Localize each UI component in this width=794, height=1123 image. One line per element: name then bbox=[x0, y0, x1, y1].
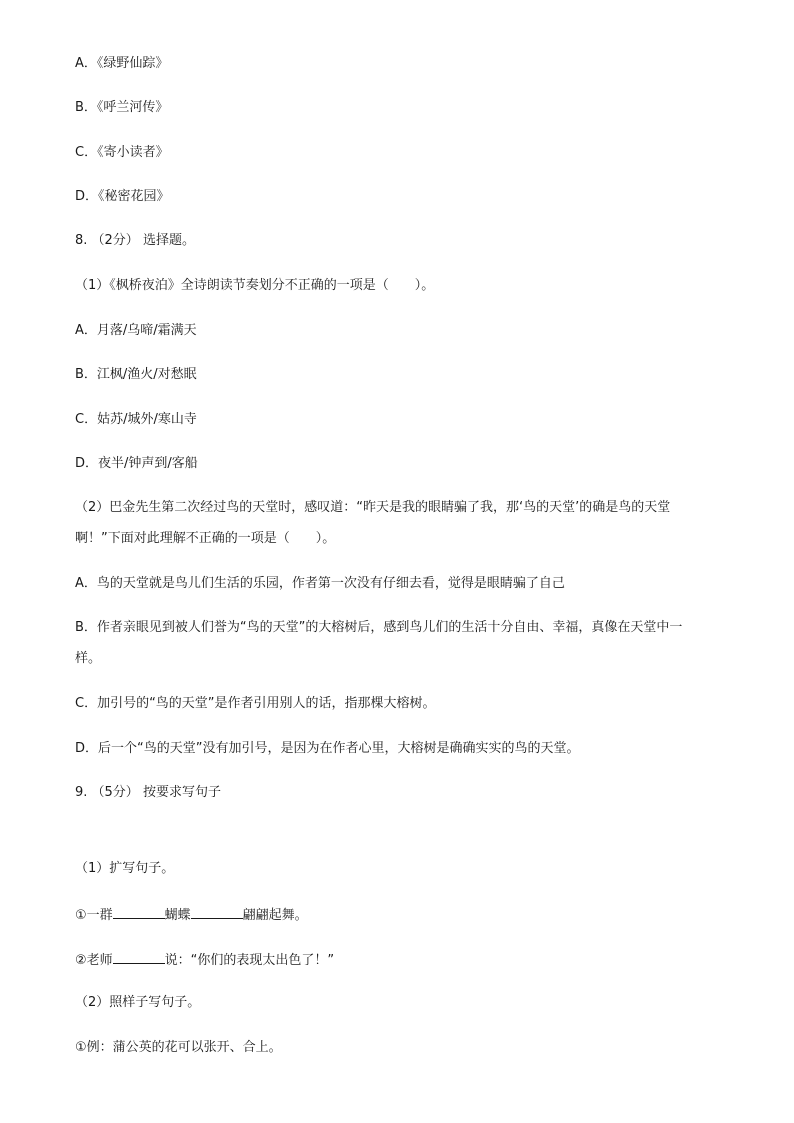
q8-sub2-option-a: A．鸟的天堂就是鸟儿们生活的乐园，作者第一次没有仔细去看，觉得是眼睛骗了自己 bbox=[75, 576, 565, 591]
q9-sub1-item2-text-b: 说：“你们的表现太出色了！” bbox=[164, 953, 335, 968]
q9-sub1-item1-text-a: ①一群 bbox=[75, 908, 113, 923]
q7-option-a: A．《绿野仙踪》 bbox=[75, 56, 169, 71]
q8-header: 8. （2分） 选择题。 bbox=[75, 233, 195, 248]
q8-sub1-option-c: C．姑苏/城外/寒山寺 bbox=[75, 412, 197, 427]
q9-sub2-label: （2）照样子写句子。 bbox=[75, 995, 201, 1010]
q8-sub2-option-d: D．后一个“鸟的天堂”没有加引号，是因为在作者心里，大榕树是确确实实的鸟的天堂。 bbox=[75, 741, 580, 756]
q9-sub1-item1-text-b: 蝴蝶 bbox=[164, 908, 191, 923]
q8-sub2-option-c: C．加引号的“鸟的天堂”是作者引用别人的话，指那棵大榕树。 bbox=[75, 696, 436, 711]
q8-sub1-option-a: A．月落/乌啼/霜满天 bbox=[75, 323, 197, 338]
q8-sub1-option-d: D．夜半/钟声到/客船 bbox=[75, 456, 198, 471]
q7-option-c: C．《寄小读者》 bbox=[75, 145, 169, 160]
q7-option-b: B．《呼兰河传》 bbox=[75, 100, 169, 115]
q9-sub1-item2-text-a: ②老师 bbox=[75, 953, 113, 968]
q9-sub1-item1 bbox=[75, 904, 308, 926]
q9-sub2-example: ①例：蒲公英的花可以张开、合上。 bbox=[75, 1040, 282, 1055]
answer-blank[interactable] bbox=[113, 949, 165, 964]
q9-sub1-item1-text-c: 翩翩起舞。 bbox=[242, 908, 308, 923]
q9-sub1-label: （1）扩写句子。 bbox=[75, 861, 175, 876]
answer-blank[interactable] bbox=[113, 904, 165, 919]
q8-sub2-option-b-line1: B．作者亲眼见到被人们誉为“鸟的天堂”的大榕树后，感到鸟儿们的生活十分自由、幸福，真像在天堂中一 bbox=[75, 620, 683, 635]
q8-sub1-stem: （1）《枫桥夜泊》全诗朗读节奏划分不正确的一项是（ ）。 bbox=[75, 278, 435, 293]
q8-sub2-stem-line2: 啊！”下面对此理解不正确的一项是（ ）。 bbox=[75, 531, 336, 546]
q9-header: 9. （5分） 按要求写句子 bbox=[75, 785, 221, 800]
q8-sub1-option-b: B．江枫/渔火/对愁眠 bbox=[75, 367, 197, 382]
answer-blank[interactable] bbox=[191, 904, 243, 919]
q8-sub2-stem-line1: （2）巴金先生第二次经过鸟的天堂时，感叹道：“昨天是我的眼睛骗了我，那‘鸟的天堂’的确是鸟的天堂 bbox=[75, 500, 671, 515]
q7-option-d: D．《秘密花园》 bbox=[75, 189, 170, 204]
q9-sub1-item2 bbox=[75, 949, 334, 971]
q8-sub2-option-b-line2: 样。 bbox=[75, 651, 102, 666]
